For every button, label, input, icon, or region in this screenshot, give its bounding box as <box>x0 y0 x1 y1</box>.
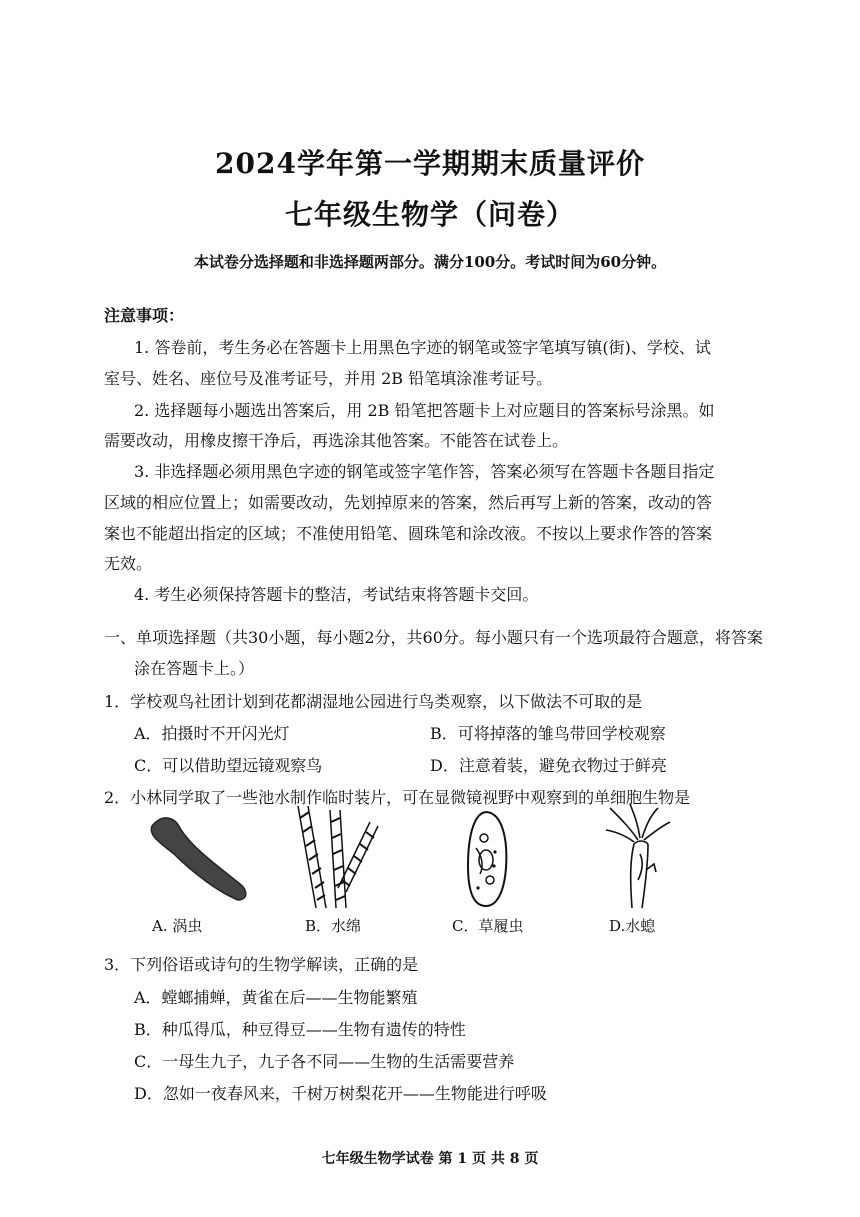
notice-line: 1. 答卷前，考生务必在答题卡上用黑色字迹的钢笔或签字笔填写镇(街)、学校、试 <box>134 338 711 357</box>
figure-caption-d: D.水螅 <box>609 917 656 935</box>
page-footer: 七年级生物学试卷 第 1 页 共 8 页 <box>321 1151 539 1167</box>
figure-caption-a: A. 涡虫 <box>152 917 203 935</box>
exam-title: 2024学年第一学期期末质量评价 <box>215 147 645 180</box>
figure-caption-c: C．草履虫 <box>452 917 524 935</box>
exam-subtitle: 七年级生物学（问卷） <box>284 198 575 231</box>
question-3-option-b: B．种瓜得瓜，种豆得豆——生物有遗传的特性 <box>134 1020 466 1039</box>
question-3-option-a: A．螳螂捕蝉，黄雀在后——生物能繁殖 <box>134 988 418 1007</box>
question-1-option-c: C．可以借助望远镜观察鸟 <box>134 756 323 775</box>
exam-intro: 本试卷分选择题和非选择题两部分。满分100分。考试时间为60分钟。 <box>193 253 667 271</box>
hydra-illustration <box>600 800 680 912</box>
notice-line: 2. 选择题每小题选出答案后，用 2B 铅笔把答题卡上对应题目的答案标号涂黑。如 <box>134 401 715 420</box>
question-3-option-d: D．忽如一夜春风来，千树万树梨花开——生物能进行呼吸 <box>134 1084 547 1103</box>
paramecium-illustration <box>462 808 512 910</box>
spirogyra-illustration <box>286 800 381 912</box>
planarian-illustration <box>140 808 260 908</box>
figure-caption-b: B．水绵 <box>305 917 362 935</box>
notice-line: 区域的相应位置上；如需要改动，先划掉原来的答案，然后再写上新的答案，改动的答 <box>104 493 713 512</box>
section-heading: 一、单项选择题（共30小题，每小题2分，共60分。每小题只有一个选项最符合题意，将答案 <box>104 628 763 647</box>
notice-line: 室号、姓名、座位号及准考证号，并用 2B 铅笔填涂准考证号。 <box>104 369 553 388</box>
question-1-option-d: D．注意着装，避免衣物过于鲜亮 <box>430 756 667 775</box>
notice-line: 无效。 <box>104 554 153 573</box>
question-2-stem: 2．小林同学取了一些池水制作临时装片，可在显微镜视野中观察到的单细胞生物是 <box>104 788 691 807</box>
question-3-option-c: C．一母生九子，九子各不同——生物的生活需要营养 <box>134 1052 515 1071</box>
question-1-option-a: A．拍摄时不开闪光灯 <box>134 724 290 743</box>
notice-line: 案也不能超出指定的区域；不准使用铅笔、圆珠笔和涂改液。不按以上要求作答的答案 <box>104 524 713 543</box>
notice-line: 需要改动，用橡皮擦干净后，再选涂其他答案。不能答在试卷上。 <box>104 431 569 450</box>
notice-heading: 注意事项： <box>104 306 185 325</box>
notice-line: 3. 非选择题必须用黑色字迹的钢笔或签字笔作答，答案必须写在答题卡各题目指定 <box>134 462 715 481</box>
question-3-stem: 3．下列俗语或诗句的生物学解读，正确的是 <box>104 955 419 974</box>
question-1-option-b: B．可将掉落的雏鸟带回学校观察 <box>430 724 666 743</box>
section-heading-cont: 涂在答题卡上。） <box>134 659 255 678</box>
notice-line: 4. 考生必须保持答题卡的整洁，考试结束将答题卡交回。 <box>134 585 539 604</box>
question-1-stem: 1．学校观鸟社团计划到花都湖湿地公园进行鸟类观察，以下做法不可取的是 <box>104 692 643 711</box>
